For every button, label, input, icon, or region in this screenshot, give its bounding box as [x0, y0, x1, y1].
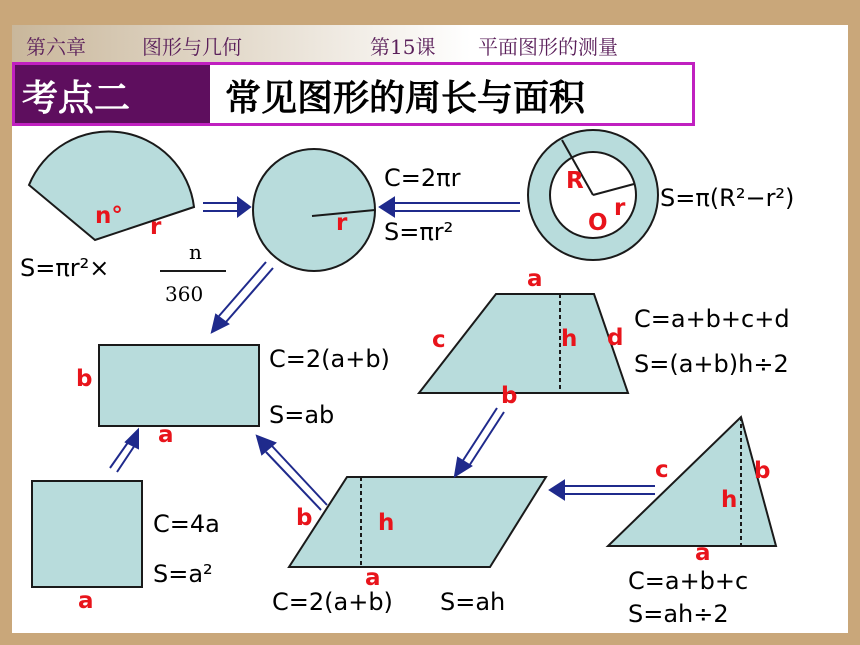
parallelogram-area-formula: S=ah: [440, 588, 506, 616]
triangle-perimeter-formula: C=a+b+c: [628, 567, 749, 595]
trapezoid-area-formula: S=(a+b)h÷2: [634, 350, 789, 378]
rectangle-side-b-label: b: [76, 366, 93, 392]
rectangle-shape: [99, 345, 259, 426]
triangle-base-label: a: [695, 540, 711, 566]
triangle-side-c-label: c: [655, 457, 669, 483]
arrow-trapezoid-to-parallelogram: [455, 408, 504, 476]
rectangle-perimeter-formula: C=2(a+b): [269, 345, 390, 373]
square-area-formula: S=a²: [153, 560, 213, 588]
sector-angle-label: n°: [95, 203, 123, 229]
square-perimeter-formula: C=4a: [153, 510, 220, 538]
circle-perimeter-formula: C=2πr: [384, 164, 461, 192]
lesson-title: 平面图形的测量: [478, 35, 618, 59]
circle-shape: [253, 149, 375, 271]
chapter-title: 图形与几何: [142, 35, 242, 59]
trapezoid-top-label: a: [527, 266, 543, 292]
ring-area-formula: S=π(R²−r²): [660, 184, 795, 212]
topic-tag: 考点二: [22, 78, 131, 119]
triangle-shape: [608, 417, 776, 546]
parallelogram-height-label: h: [378, 510, 395, 536]
sector-fraction-denominator: 360: [165, 282, 204, 306]
arrow-square-to-rectangle: [110, 430, 138, 472]
parallelogram-shape: [289, 477, 546, 567]
trapezoid-right-label: d: [607, 325, 624, 351]
chapter-label: 第六章: [26, 35, 86, 59]
trapezoid-perimeter-formula: C=a+b+c+d: [634, 305, 790, 333]
parallelogram-perimeter-formula: C=2(a+b): [272, 588, 393, 616]
arrow-ring-to-circle: [380, 198, 520, 216]
square-shape: [32, 481, 142, 587]
ring-outer-radius-label: R: [566, 168, 584, 194]
sector-radius-label: r: [150, 214, 162, 240]
rectangle-side-a-label: a: [158, 422, 174, 448]
ring-inner-radius-label: r: [614, 195, 626, 221]
square-side-label: a: [78, 588, 94, 614]
triangle-height-label: h: [721, 487, 738, 513]
trapezoid-height-label: h: [561, 326, 578, 352]
arrow-triangle-to-parallelogram: [550, 481, 655, 499]
parallelogram-base-label: a: [365, 565, 381, 591]
arrow-parallelogram-to-rectangle: [257, 436, 327, 510]
circle-radius-label: r: [336, 210, 348, 236]
parallelogram-side-b-label: b: [296, 505, 313, 531]
trapezoid-bottom-label: b: [501, 383, 518, 409]
triangle-side-b-label: b: [754, 458, 771, 484]
trapezoid-left-label: c: [432, 327, 446, 353]
circle-area-formula: S=πr²: [384, 218, 454, 246]
sector-area-formula: S=πr²×: [20, 254, 110, 282]
arrow-circle-to-rectangle: [212, 262, 273, 332]
trapezoid-shape: [419, 294, 628, 393]
lesson-label: 第15课: [370, 35, 436, 59]
ring-center-label: O: [588, 210, 608, 236]
triangle-area-formula: S=ah÷2: [628, 600, 729, 628]
rectangle-area-formula: S=ab: [269, 401, 335, 429]
sector-fraction-numerator: n: [189, 240, 202, 264]
arrow-sector-to-circle: [203, 198, 250, 216]
section-title: 常见图形的周长与面积: [225, 78, 586, 119]
